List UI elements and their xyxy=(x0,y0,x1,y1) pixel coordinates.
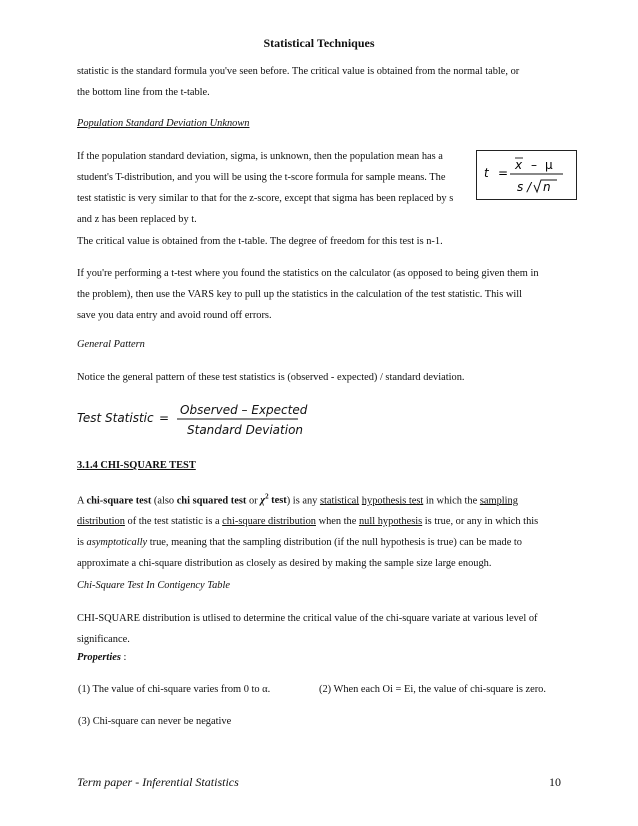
section-heading-chi-square: 3.1.4 CHI-SQUARE TEST xyxy=(77,460,196,471)
link-hypothesis-test[interactable]: hypothesis test xyxy=(361,495,424,507)
text-run: true, meaning that the sampling distribution (if the null hypothesis is true) can be made to xyxy=(147,537,522,549)
paragraph-distribution-line-2: significance. xyxy=(77,634,130,645)
paragraph-calculator xyxy=(77,263,539,326)
paragraph-chi-square-definition xyxy=(77,487,538,574)
formula-equals-sign: = xyxy=(498,166,509,180)
formula-test-statistic-label: Test Statistic xyxy=(77,411,154,425)
link-chi-square-distribution[interactable]: chi-square distribution xyxy=(222,516,316,528)
footer-title: Term paper - Inferential Statistics xyxy=(77,775,239,789)
formula-standard-deviation: Standard Deviation xyxy=(187,423,304,437)
paragraph-t-score xyxy=(77,146,453,230)
formula-minus-sign: – xyxy=(531,158,537,172)
text-run: (also xyxy=(151,495,177,507)
t-score-formula-graphic xyxy=(477,151,576,199)
term-chi-square-test: chi-square test xyxy=(86,495,152,507)
text-run: ) is any xyxy=(286,495,320,507)
chi-superscript: 2 xyxy=(265,493,269,501)
paragraph-intro-line-1: statistic is the standard formula you've seen before. The critical value is obtained from the normal table, or xyxy=(77,66,520,77)
page-header: Statistical Techniques xyxy=(263,36,375,50)
text-run: A xyxy=(77,495,87,507)
formula-observed-minus-expected: Observed – Expected xyxy=(180,403,308,417)
heading-population-sd-unknown: Population Standard Deviation Unknown xyxy=(77,118,250,129)
heading-contingency-table: Chi-Square Test In Contigency Table xyxy=(77,580,230,591)
term-asymptotically: asymptotically xyxy=(86,537,148,549)
paragraph-intro xyxy=(77,61,519,103)
text-run: or xyxy=(246,495,261,507)
formula-mu-symbol: μ xyxy=(545,158,553,172)
property-item-2: (2) When each Oi = Ei, the value of chi-square is zero. xyxy=(319,684,546,695)
formula-n-symbol: n xyxy=(543,180,551,194)
paragraph-chi-square-line-4: approximate a chi-square distribution as closely as desired by making the sample size large enough. xyxy=(77,558,492,570)
link-distribution[interactable]: distribution xyxy=(77,516,125,528)
text-run: in which the xyxy=(423,495,480,507)
general-pattern-formula xyxy=(76,400,316,440)
paragraph-t-score-line-2: student's T-distribution, and you will be using the t-score formula for sample means. The xyxy=(77,172,446,183)
chi-symbol xyxy=(260,495,287,506)
paragraph-general-pattern: Notice the general pattern of these test statistics is (observed - expected) / standard deviation. xyxy=(77,372,465,383)
page-number: 10 xyxy=(549,775,561,789)
chi-letter: χ xyxy=(260,495,266,507)
properties-colon: : xyxy=(120,652,127,663)
paragraph-calculator-line-3: save you data entry and avoid round off errors. xyxy=(77,310,272,321)
paragraph-t-score-line-4: and z has been replaced by t. xyxy=(77,214,197,225)
formula-x-bar: x xyxy=(515,158,523,172)
paragraph-t-score-line-3: test statistic is very similar to that for the z-score, except that sigma has been replaced by s xyxy=(77,193,454,204)
link-null-hypothesis[interactable]: null hypothesis xyxy=(358,516,423,528)
paragraph-distribution-line-1: CHI-SQUARE distribution is utlised to determine the critical value of the chi-square variate at various level of xyxy=(77,613,538,624)
text-run: when the xyxy=(315,516,359,528)
formula-t-symbol: t xyxy=(484,166,489,180)
text-run: is true, or any in which this xyxy=(422,516,539,528)
text-run: is xyxy=(77,537,87,549)
paragraph-chi-square-distribution xyxy=(77,608,538,650)
paragraph-calculator-line-2: the problem), then use the VARS key to pull up the statistics in the calculation of the test statistic. This will xyxy=(77,289,523,300)
paragraph-calculator-line-1: If you're performing a t-test where you found the statistics on the calculator (as opposed to being given them in xyxy=(77,268,539,279)
property-item-1: (1) The value of chi-square varies from 0 to α. xyxy=(78,684,271,695)
term-chi-squared-test: chi squared test xyxy=(176,495,247,507)
text-run: of the test statistic is a xyxy=(124,516,223,528)
formula-s-over: s / xyxy=(517,180,532,194)
properties-label: Properties xyxy=(77,652,121,663)
properties-heading xyxy=(77,647,126,668)
paragraph-intro-line-2: the bottom line from the t-table. xyxy=(77,87,210,98)
chi-test-word: test xyxy=(268,495,287,507)
paragraph-critical-value: The critical value is obtained from the t-table. The degree of freedom for this test is n-1. xyxy=(77,236,443,247)
t-score-formula xyxy=(476,150,577,200)
paragraph-t-score-line-1: If the population standard deviation, sigma, is unknown, then the population mean has a xyxy=(77,151,443,162)
property-item-3: (3) Chi-square can never be negative xyxy=(78,716,232,727)
formula-general-equals: = xyxy=(159,411,170,425)
heading-general-pattern: General Pattern xyxy=(77,339,145,350)
link-sampling[interactable]: sampling xyxy=(479,495,518,507)
link-statistical[interactable]: statistical xyxy=(319,495,360,507)
